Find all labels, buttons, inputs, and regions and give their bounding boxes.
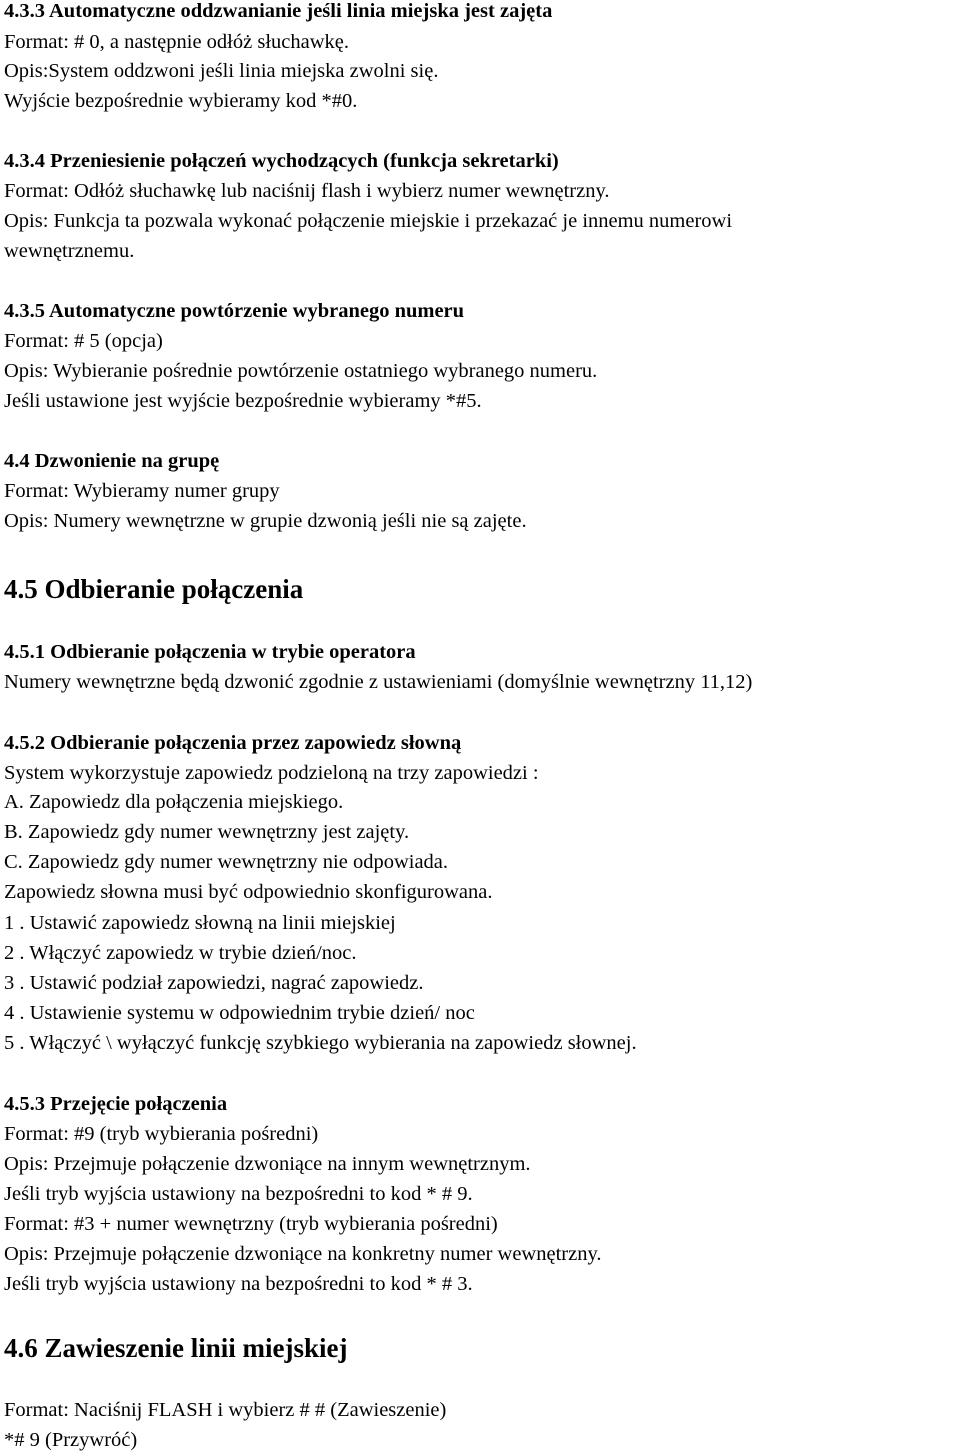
text-line: 1 . Ustawić zapowiedz słowną na linii miejskiej [4, 912, 396, 934]
text-line: C. Zapowiedz gdy numer wewnętrzny nie odpowiada. [4, 851, 449, 873]
text-line: Opis:System oddzwoni jeśli linia miejska zwolni się. [4, 60, 439, 82]
text-line: Zapowiedz słowna musi być odpowiednio skonfigurowana. [4, 881, 493, 903]
text-line: Format: Odłóż słuchawkę lub naciśnij flash i wybierz numer wewnętrzny. [4, 180, 610, 202]
heading-4-5-1: 4.5.1 Odbieranie połączenia w trybie operatora [4, 641, 416, 663]
text-line: Format: #9 (tryb wybierania pośredni) [4, 1123, 319, 1145]
text-line: 4 . Ustawienie systemu w odpowiednim trybie dzień/ noc [4, 1002, 475, 1024]
text-line: 2 . Włączyć zapowiedz w trybie dzień/noc. [4, 942, 357, 964]
text-line: System wykorzystuje zapowiedz podzieloną na trzy zapowiedzi : [4, 762, 539, 784]
heading-4-5-3: 4.5.3 Przejęcie połączenia [4, 1093, 228, 1115]
text-line: Jeśli tryb wyjścia ustawiony na bezpośredni to kod * # 3. [4, 1273, 473, 1295]
heading-4-3-4: 4.3.4 Przeniesienie połączeń wychodzących (funkcja sekretarki) [4, 150, 559, 172]
text-line: Jeśli ustawione jest wyjście bezpośrednie wybieramy *#5. [4, 390, 482, 412]
text-line: 3 . Ustawić podział zapowiedzi, nagrać zapowiedz. [4, 972, 424, 994]
text-line: Format: Naciśnij FLASH i wybierz # # (Zawieszenie) [4, 1399, 447, 1421]
heading-4-3-3: 4.3.3 Automatyczne oddzwanianie jeśli linia miejska jest zajęta [4, 0, 553, 22]
heading-4-5: 4.5 Odbieranie połączenia [4, 574, 304, 604]
heading-4-5-2: 4.5.2 Odbieranie połączenia przez zapowiedz słowną [4, 732, 462, 754]
text-line: Format: # 5 (opcja) [4, 330, 163, 352]
text-line: Format: # 0, a następnie odłóż słuchawkę. [4, 31, 349, 53]
text-line: Numery wewnętrzne będą dzwonić zgodnie z ustawieniami (domyślnie wewnętrzny 11,12) [4, 671, 753, 693]
text-line: B. Zapowiedz gdy numer wewnętrzny jest zajęty. [4, 821, 410, 843]
text-line: Opis: Przejmuje połączenie dzwoniące na konkretny numer wewnętrzny. [4, 1243, 602, 1265]
text-line: wewnętrznemu. [4, 240, 135, 262]
text-line: Format: #3 + numer wewnętrzny (tryb wybierania pośredni) [4, 1213, 498, 1235]
text-line: Opis: Funkcja ta pozwala wykonać połączenie miejskie i przekazać je innemu numerowi [4, 210, 733, 232]
heading-4-3-5: 4.3.5 Automatyczne powtórzenie wybranego numeru [4, 300, 465, 322]
text-line: Opis: Numery wewnętrzne w grupie dzwonią jeśli nie są zajęte. [4, 510, 527, 532]
text-line: A. Zapowiedz dla połączenia miejskiego. [4, 791, 344, 813]
text-line: 5 . Włączyć \ wyłączyć funkcję szybkiego wybierania na zapowiedz słownej. [4, 1032, 637, 1054]
text-line: Wyjście bezpośrednie wybieramy kod *#0. [4, 90, 358, 112]
heading-4-6: 4.6 Zawieszenie linii miejskiej [4, 1333, 348, 1363]
text-line: Jeśli tryb wyjścia ustawiony na bezpośredni to kod * # 9. [4, 1183, 473, 1205]
text-line: Format: Wybieramy numer grupy [4, 480, 280, 502]
text-line: Opis: Przejmuje połączenie dzwoniące na innym wewnętrznym. [4, 1153, 531, 1175]
text-line: Opis: Wybieranie pośrednie powtórzenie ostatniego wybranego numeru. [4, 360, 598, 382]
text-line: *# 9 (Przywróć) [4, 1429, 138, 1451]
heading-4-4: 4.4 Dzwonienie na grupę [4, 450, 220, 472]
